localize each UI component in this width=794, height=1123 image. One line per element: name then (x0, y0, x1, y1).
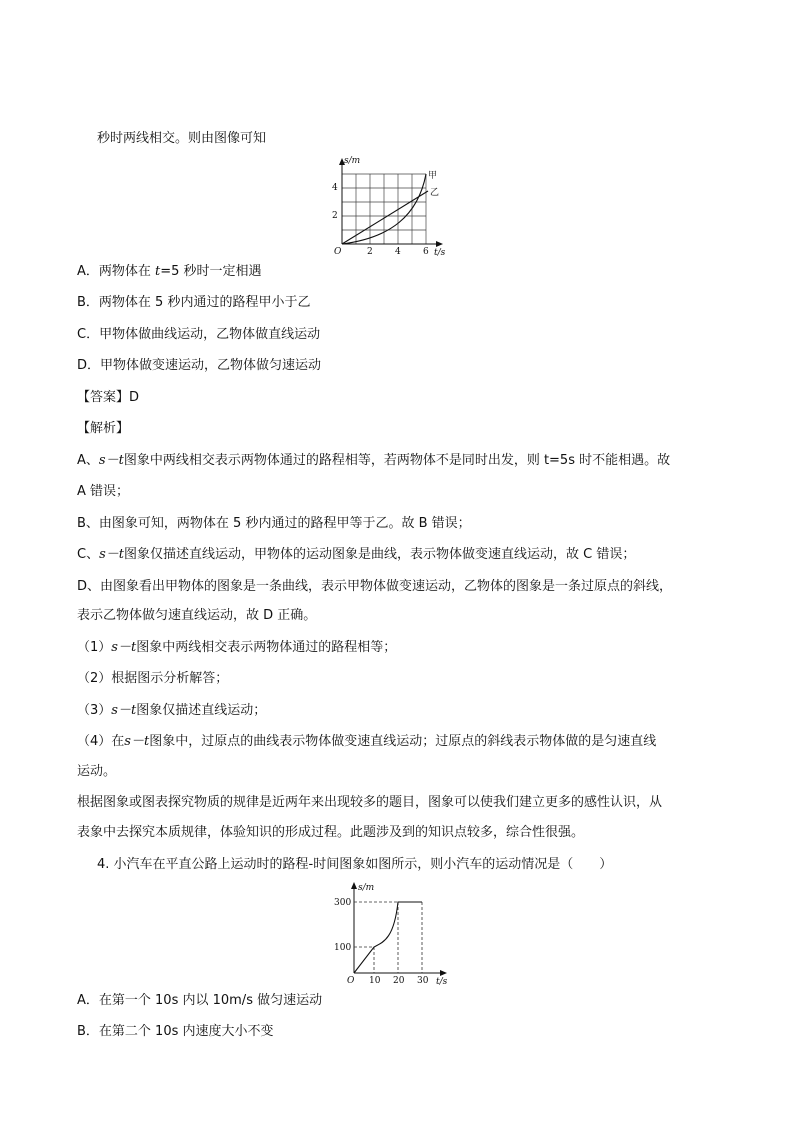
fig1-ytick-4: 4 (332, 183, 338, 193)
point-3: （3）s－t图象仅描述直线运动； (77, 703, 267, 718)
fig2-ytick-300: 300 (334, 898, 352, 908)
analysis-d-line2: 表示乙物体做匀速直线运动，故 D 正确。 (77, 608, 317, 623)
option-b: B．两物体在 5 秒内通过的路程甲小于乙 (77, 295, 311, 310)
fig2-ytick-100: 100 (334, 943, 352, 953)
fig2-yaxis-label: s/m (358, 883, 375, 893)
intro-text: 秒时两线相交。则由图像可知 (97, 131, 267, 146)
analysis-b: B、由图象可知，两物体在 5 秒内通过的路程甲等于乙。故 B 错误； (77, 516, 471, 531)
summary-line1: 根据图象或图表探究物质的规律是近两年来出现较多的题目，图象可以使我们建立更多的感性认识，从 (77, 795, 663, 810)
point-4-line1: （4）在s－t图象中，过原点的曲线表示物体做变速直线运动；过原点的斜线表示物体做的是匀速直线 (77, 734, 657, 749)
point-2: （2）根据图示分析解答； (77, 671, 229, 686)
question-4: 4. 小汽车在平直公路上运动时的路程-时间图象如图所示，则小汽车的运动情况是（ ） (97, 857, 613, 872)
yi-line (342, 191, 428, 244)
analysis-a-line1: A、s－t图象中两线相交表示两物体通过的路程相等，若两物体不是同时出发，则 t=5s 时不能相遇。故 (77, 453, 671, 468)
fig2-xtick-10: 10 (369, 976, 381, 986)
fig1-xtick-2: 2 (367, 247, 373, 257)
fig1-yaxis-label: s/m (344, 156, 361, 166)
analysis-d-line1: D、由图象看出甲物体的图象是一条曲线，表示甲物体做变速运动，乙物体的图象是一条过原点的斜线， (77, 579, 673, 594)
st-graph-jia-yi (330, 154, 450, 258)
fig2-origin: O (347, 976, 355, 986)
fig1-xaxis-label: t/s (434, 248, 446, 258)
fig2-xtick-30: 30 (417, 976, 429, 986)
analysis-c: C、s－t图象仅描述直线运动，甲物体的运动图象是曲线，表示物体做变速直线运动，故 C 错误； (77, 547, 636, 562)
fig1-origin: O (334, 247, 342, 257)
option-a: A．两物体在 t=5 秒时一定相遇 (77, 264, 262, 279)
summary-line2: 表象中去探究本质规律，体验知识的形成过程。此题涉及到的知识点较多，综合性很强。 (77, 825, 585, 840)
fig2-xtick-20: 20 (393, 976, 405, 986)
fig1-ytick-2: 2 (332, 211, 338, 221)
analysis-a-line2: A 错误； (77, 484, 130, 499)
analysis-heading: 【解析】 (77, 421, 130, 436)
option-d: D．甲物体做变速运动，乙物体做匀速运动 (77, 358, 322, 373)
q4-option-a: A．在第一个 10s 内以 10m/s 做匀速运动 (77, 993, 323, 1008)
fig1-jia-label: 甲 (428, 171, 438, 181)
point-4-line2: 运动。 (77, 764, 117, 779)
st-graph-car (328, 880, 454, 986)
option-c: C．甲物体做曲线运动，乙物体做直线运动 (77, 327, 321, 342)
fig1-yi-label: 乙 (430, 188, 440, 198)
fig1-xtick-4: 4 (395, 247, 401, 257)
fig2-xaxis-label: t/s (436, 977, 448, 986)
q4-option-b: B．在第二个 10s 内速度大小不变 (77, 1024, 274, 1039)
point-1: （1）s－t图象中两线相交表示两物体通过的路程相等； (77, 640, 397, 655)
answer: 【答案】D (77, 390, 140, 405)
car-path (354, 902, 422, 973)
fig1-xtick-6: 6 (423, 247, 429, 257)
